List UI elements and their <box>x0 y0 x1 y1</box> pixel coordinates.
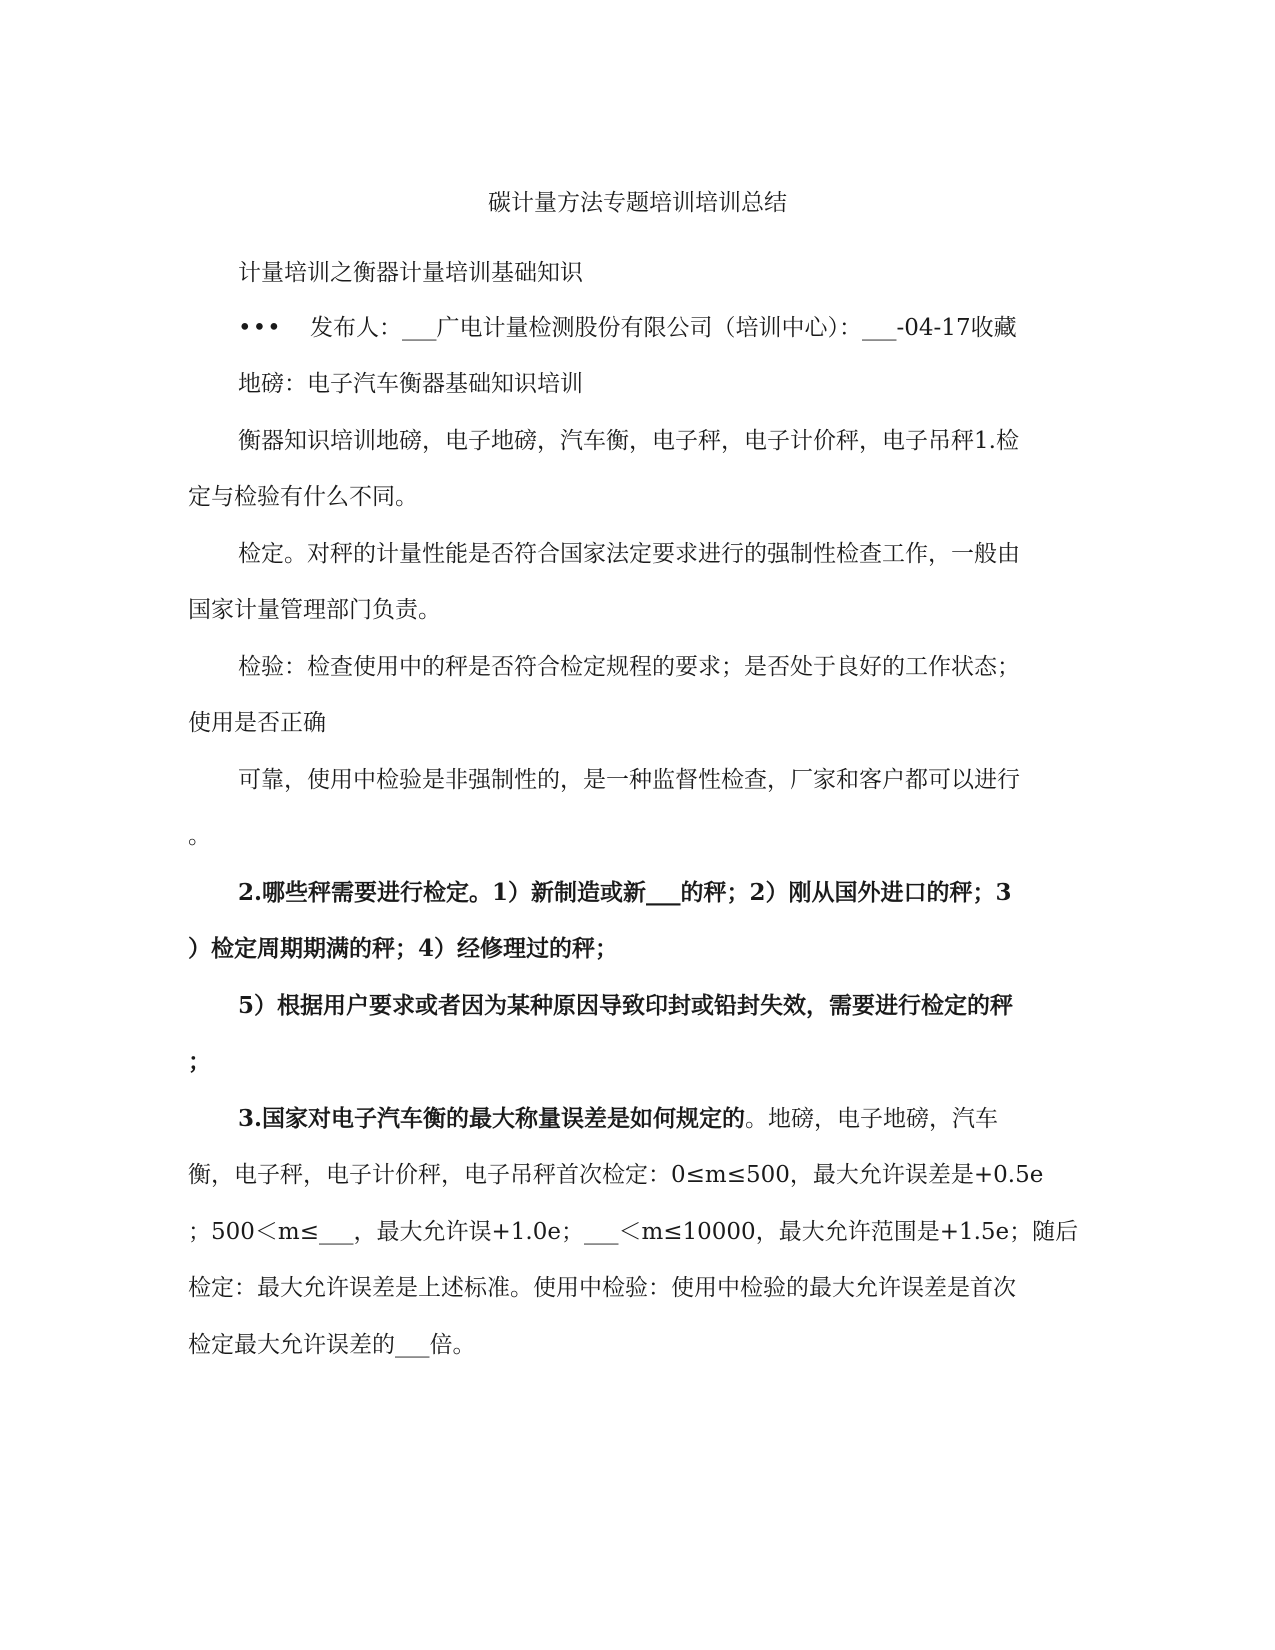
question-3-line <box>238 1104 998 1134</box>
paragraph-line: 衡，电子秤，电子计价秤，电子吊秤首次检定：0≤m≤500，最大允许误差是+0.5e <box>188 1162 1044 1188</box>
paragraph-line: ；500＜m≤___，最大允许误+1.0e；___＜m≤10000，最大允许范围是+1.5e；随后 <box>188 1219 1079 1245</box>
subtitle-line: 计量培训之衡器计量培训基础知识 <box>238 260 583 286</box>
question-2-line: 5）根据用户要求或者因为某种原因导致印封或铅封失效，需要进行检定的秤 <box>238 992 1014 1019</box>
paragraph-line: 定与检验有什么不同。 <box>188 484 418 510</box>
publisher-text: 发布人：___广电计量检测股份有限公司（培训中心）：___-04-17收藏 <box>310 315 1017 341</box>
paragraph-line: 。 <box>188 823 211 849</box>
publisher-line <box>238 313 1017 343</box>
paragraph-line: 使用是否正确 <box>188 710 326 736</box>
question-3-heading: 3.国家对电子汽车衡的最大称量误差是如何规定的 <box>238 1105 746 1132</box>
question-2-line: ）检定周期期满的秤；4）经修理过的秤； <box>188 935 619 962</box>
paragraph-line: 检定最大允许误差的___倍。 <box>188 1332 476 1358</box>
paragraph-line: 衡器知识培训地磅，电子地磅，汽车衡，电子秤，电子计价秤，电子吊秤1.检 <box>238 428 1019 454</box>
document-title: 碳计量方法专题培训培训总结 <box>488 190 787 216</box>
paragraph-line: 国家计量管理部门负责。 <box>188 597 441 623</box>
question-2-line: ； <box>188 1048 211 1075</box>
question-3-text: 地磅，电子地磅，汽车 <box>768 1106 999 1132</box>
paragraph-line: 地磅：电子汽车衡器基础知识培训 <box>238 371 583 397</box>
question-3-period: 。 <box>745 1106 769 1132</box>
bullet-dots: ••• <box>238 315 282 341</box>
paragraph-line: 检定：最大允许误差是上述标准。使用中检验：使用中检验的最大允许误差是首次 <box>188 1275 1016 1301</box>
paragraph-line: 可靠，使用中检验是非强制性的，是一种监督性检查，厂家和客户都可以进行 <box>238 767 1020 793</box>
paragraph-line: 检验：检查使用中的秤是否符合检定规程的要求；是否处于良好的工作状态； <box>238 654 1020 680</box>
question-2-line: 2.哪些秤需要进行检定。1）新制造或新___的秤；2）刚从国外进口的秤；3 <box>238 879 1012 906</box>
paragraph-line: 检定。对秤的计量性能是否符合国家法定要求进行的强制性检查工作，一般由 <box>238 541 1020 567</box>
